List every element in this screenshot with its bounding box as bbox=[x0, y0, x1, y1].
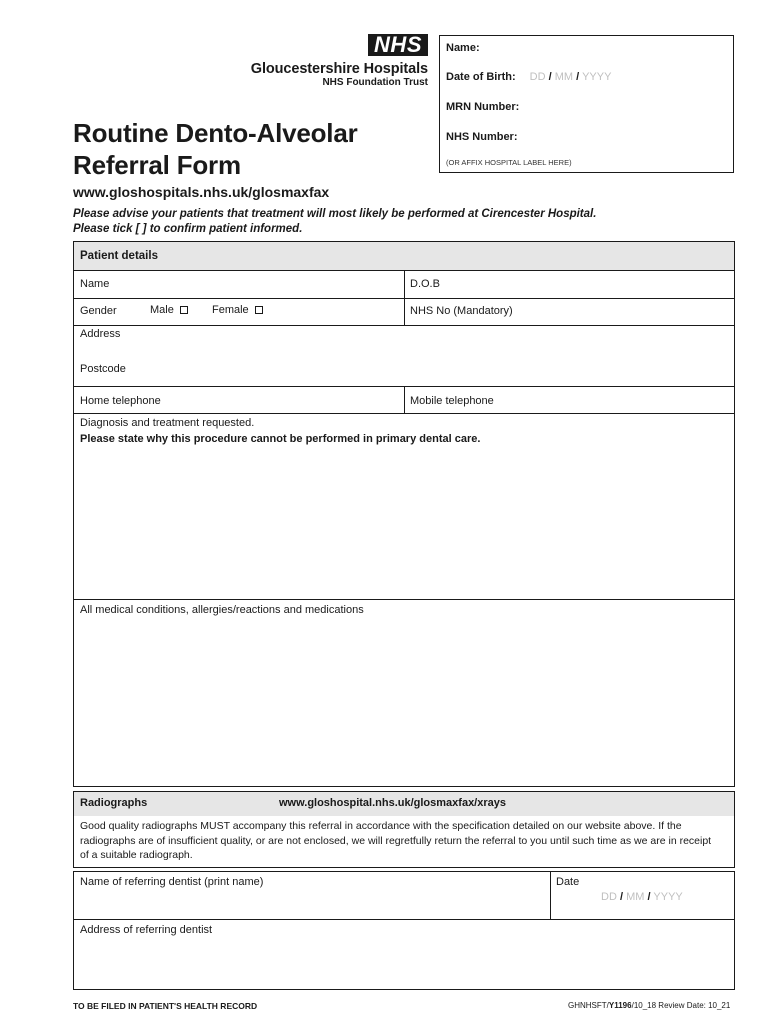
date-separator: / bbox=[548, 71, 552, 83]
dentist-date-placeholder bbox=[601, 891, 683, 903]
radiographs-section bbox=[73, 791, 735, 868]
footer-form-code bbox=[568, 1001, 730, 1010]
patient-details-form bbox=[73, 241, 735, 787]
footer-suffix: /10_18 Review Date: 10_21 bbox=[631, 1001, 731, 1010]
female-label: Female bbox=[212, 304, 249, 316]
diagnosis-note: Please state why this procedure cannot be performed in primary dental care. bbox=[80, 433, 481, 445]
footer-prefix: GHNHSFT/ bbox=[568, 1001, 609, 1010]
home-telephone-label: Home telephone bbox=[80, 395, 161, 407]
dentist-address-field[interactable] bbox=[80, 924, 728, 984]
label-note: (OR AFFIX HOSPITAL LABEL HERE) bbox=[446, 158, 572, 167]
home-telephone-field[interactable] bbox=[80, 395, 400, 411]
page-title bbox=[73, 117, 358, 181]
label-dob-row[interactable] bbox=[446, 71, 611, 83]
referring-dentist-section bbox=[73, 871, 735, 990]
website-link[interactable]: www.gloshospitals.nhs.uk/glosmaxfax bbox=[73, 184, 330, 200]
female-checkbox[interactable] bbox=[212, 304, 263, 316]
label-mrn: MRN Number: bbox=[446, 101, 520, 113]
diagnosis-label: Diagnosis and treatment requested. bbox=[80, 417, 255, 429]
mobile-telephone-field[interactable] bbox=[410, 395, 730, 411]
hospital-label-box bbox=[439, 35, 734, 173]
mobile-telephone-label: Mobile telephone bbox=[410, 395, 494, 407]
diagnosis-field[interactable] bbox=[80, 417, 730, 597]
advise-line-2[interactable]: Please tick [ ] to confirm patient informed. bbox=[73, 223, 303, 235]
label-dob-placeholder bbox=[530, 71, 612, 83]
label-nhs: NHS Number: bbox=[446, 131, 518, 143]
dentist-name-field[interactable] bbox=[80, 876, 546, 916]
section-header bbox=[74, 242, 734, 271]
label-nhs-row[interactable] bbox=[446, 131, 518, 143]
radiographs-body: Good quality radiographs MUST accompany this referral in accordance with the specification detailed on our website above. If the radiographs are of insufficient quality, or are not enclosed, we will regretfully return the referral to you until such time as we are in receipt of a suitable radiograph. bbox=[80, 820, 712, 861]
divider bbox=[404, 386, 405, 413]
address-field[interactable] bbox=[80, 328, 730, 384]
name-label: Name bbox=[80, 278, 110, 290]
divider bbox=[550, 872, 551, 919]
name-field[interactable] bbox=[80, 278, 400, 296]
nhs-no-field[interactable] bbox=[410, 305, 730, 323]
dob-field[interactable] bbox=[410, 278, 730, 296]
radiographs-link[interactable]: www.gloshospital.nhs.uk/glosmaxfax/xrays bbox=[279, 797, 506, 809]
radiographs-title: Radiographs bbox=[80, 797, 148, 809]
gender-label: Gender bbox=[80, 305, 117, 317]
trust-logo bbox=[232, 34, 428, 89]
checkbox-icon bbox=[180, 306, 188, 314]
footer-filing-note: TO BE FILED IN PATIENT'S HEALTH RECORD bbox=[73, 1001, 258, 1011]
label-name: Name: bbox=[446, 42, 480, 54]
org-name: Gloucestershire Hospitals bbox=[250, 61, 428, 77]
postcode-label: Postcode bbox=[80, 363, 126, 375]
advise-line-1: Please advise your patients that treatment will most likely be performed at Cirencester Hospital. bbox=[73, 208, 597, 220]
dentist-name-label: Name of referring dentist (print name) bbox=[80, 876, 264, 888]
radiographs-header bbox=[74, 792, 734, 816]
divider bbox=[74, 413, 734, 414]
date-separator: / bbox=[647, 891, 651, 903]
date-yyyy: YYYY bbox=[653, 891, 683, 903]
divider bbox=[74, 325, 734, 326]
date-separator: / bbox=[619, 891, 624, 903]
date-mm: MM bbox=[626, 891, 645, 903]
label-name-row[interactable] bbox=[446, 42, 480, 54]
divider bbox=[74, 599, 734, 600]
address-label: Address bbox=[80, 328, 121, 340]
section-title: Patient details bbox=[80, 250, 158, 262]
dentist-date-label: Date bbox=[556, 876, 580, 888]
nhs-no-label: NHS No (Mandatory) bbox=[410, 305, 513, 317]
title-line-1: Routine Dento-Alveolar bbox=[73, 118, 358, 148]
date-separator: / bbox=[576, 71, 580, 83]
checkbox-icon bbox=[255, 306, 263, 314]
dob-dd: DD bbox=[529, 71, 546, 83]
org-sub: NHS Foundation Trust bbox=[322, 77, 428, 88]
date-dd: DD bbox=[601, 891, 617, 903]
divider bbox=[74, 919, 734, 920]
dob-yyyy: YYYY bbox=[582, 71, 612, 83]
nhs-logo: NHS bbox=[368, 34, 428, 56]
dentist-address-label: Address of referring dentist bbox=[80, 924, 213, 936]
male-label: Male bbox=[150, 304, 174, 316]
dob-label: D.O.B bbox=[410, 278, 440, 290]
footer-code: Y1196 bbox=[608, 1001, 632, 1010]
medical-conditions-label: All medical conditions, allergies/reactions and medications bbox=[80, 604, 364, 616]
title-line-2: Referral Form bbox=[73, 150, 241, 180]
advise-note bbox=[73, 207, 596, 237]
dob-mm: MM bbox=[554, 71, 574, 83]
label-dob: Date of Birth: bbox=[446, 71, 516, 83]
male-checkbox[interactable] bbox=[150, 304, 188, 316]
medical-conditions-field[interactable] bbox=[80, 604, 730, 782]
divider bbox=[404, 271, 405, 325]
label-mrn-row[interactable] bbox=[446, 101, 519, 113]
